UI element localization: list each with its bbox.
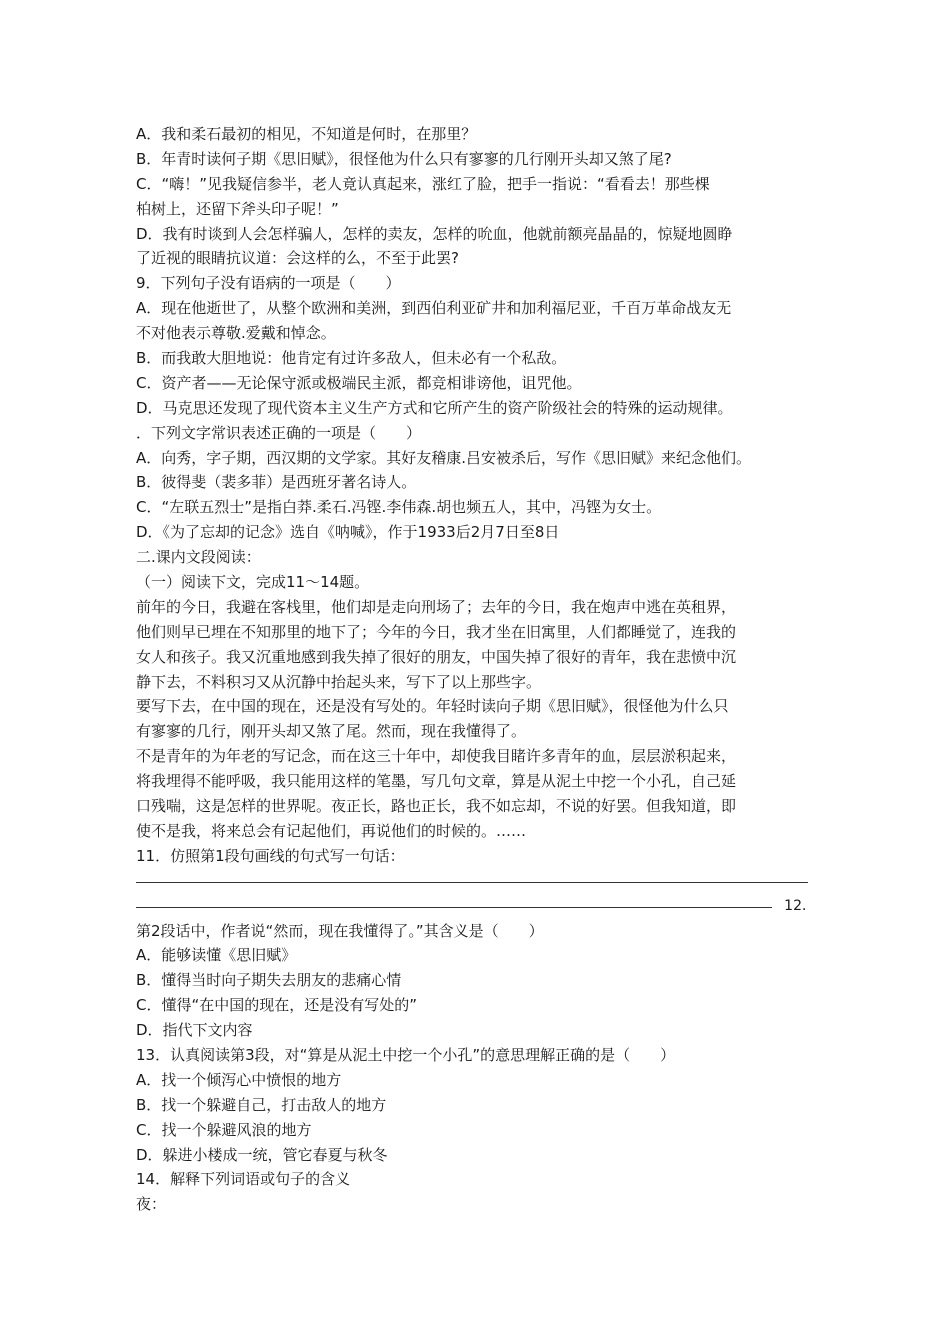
text-line: D．我有时谈到人会怎样骗人，怎样的卖友，怎样的吮血，他就前额亮晶晶的，惊疑地圆睁 [136, 224, 733, 243]
answer-rule [136, 907, 772, 908]
text-line: D．指代下文内容 [136, 1021, 253, 1040]
question-12-number: 12． [784, 897, 816, 914]
text-line: B．年青时读何子期《思旧赋》，很怪他为什么只有寥寥的几行刚开头却又煞了尾? [136, 149, 672, 168]
text-line: 夜： [136, 1195, 167, 1214]
passage-line: 前年的今日，我避在客栈里，他们却是走向刑场了；去年的今日，我在炮声中逃在英租界， [136, 597, 737, 616]
question-12: 第2段话中，作者说“然而，现在我懂得了。”其含义是（ ） [136, 921, 544, 940]
section-heading: 二.课内文段阅读： [136, 548, 261, 567]
passage-line: 将我埋得不能呼吸，我只能用这样的笔墨，写几句文章，算是从泥土中挖一个小孔，自己延 [136, 772, 737, 791]
reading-instruction: （一）阅读下文，完成11～14题。 [136, 573, 370, 592]
passage-line: 女人和孩子。我又沉重地感到我失掉了很好的朋友，中国失掉了很好的青年，我在悲愤中沉 [136, 647, 737, 666]
answer-line [136, 894, 816, 919]
text-line: B．而我敢大胆地说：他肯定有过许多敌人，但未必有一个私敌。 [136, 349, 567, 368]
text-line: A．现在他逝世了，从整个欧洲和美洲，到西伯利亚矿井和加利福尼亚，千百万革命战友无 [136, 299, 732, 318]
question-10: ．下列文字常识表述正确的一项是（ ） [136, 423, 422, 442]
passage-line: 他们则早已埋在不知那里的地下了；今年的今日，我才坐在旧寓里，人们都睡觉了，连我的 [136, 622, 737, 641]
text-line: 了近视的眼睛抗议道：会这样的么，不至于此罢? [136, 249, 459, 268]
text-line: D．躲进小楼成一统，管它春夏与秋冬 [136, 1145, 388, 1164]
text-line: B．懂得当时向子期失去朋友的悲痛心情 [136, 971, 402, 990]
text-line: B．彼得斐（裴多菲）是西班牙著名诗人。 [136, 473, 417, 492]
passage-line: 使不是我，将来总会有记起他们，再说他们的时候的。…… [136, 821, 527, 840]
text-line: D．《为了忘却的记念》选自《呐喊》，作于1933后2月7日至8日 [136, 523, 560, 542]
text-line: C．懂得“在中国的现在，还是没有写处的” [136, 996, 418, 1015]
text-line: C．资产者——无论保守派或极端民主派，都竞相诽谤他，诅咒他。 [136, 373, 582, 392]
answer-line [136, 869, 816, 894]
question-11: 11．仿照第1段句画线的句式写一句话： [136, 846, 405, 865]
document-body [136, 122, 816, 1217]
passage-line: 要写下去，在中国的现在，还是没有写处的。年轻时读向子期《思旧赋》，很怪他为什么只 [136, 697, 729, 716]
text-line: A．找一个倾泻心中愤恨的地方 [136, 1070, 342, 1089]
text-line: A．能够读懂《思旧赋》 [136, 946, 297, 965]
passage-line: 口残喘，这是怎样的世界呢。夜正长，路也正长，我不如忘却，不说的好罢。但我知道，即 [136, 797, 737, 816]
text-line: A．我和柔石最初的相见，不知道是何时，在那里？ [136, 125, 477, 143]
text-line: C．找一个躲避风浪的地方 [136, 1120, 312, 1139]
passage-line: 有寥寥的几行，刚开头却又煞了尾。然而，现在我懂得了。 [136, 722, 527, 741]
answer-rule [136, 882, 808, 883]
text-line: B．找一个躲避自己，打击敌人的地方 [136, 1095, 387, 1114]
text-line: C．“嗨！”见我疑信参半，老人竟认真起来，涨红了脸，把手一指说：“看看去！那些棵 [136, 174, 710, 193]
question-13: 13．认真阅读第3段，对“算是从泥土中挖一个小孔”的意思理解正确的是（ ） [136, 1045, 676, 1064]
text-line: 柏树上，还留下斧头印子呢！” [136, 199, 339, 218]
text-line: D．马克思还发现了现代资本主义生产方式和它所产生的资产阶级社会的特殊的运动规律。 [136, 398, 733, 417]
text-line: C．“左联五烈士”是指白莽.柔石.冯铿.李伟森.胡也频五人，其中，冯铿为女士。 [136, 498, 662, 517]
question-14: 14．解释下列词语或句子的含义 [136, 1170, 351, 1189]
text-line: 不对他表示尊敬.爱戴和悼念。 [136, 324, 336, 343]
question-9: 9．下列句子没有语病的一项是（ ） [136, 274, 401, 293]
text-line: A．向秀，字子期，西汉期的文学家。其好友稽康.吕安被杀后，写作《思旧赋》来纪念他们。 [136, 448, 752, 467]
passage-line: 不是青年的为年老的写记念，而在这三十年中，却使我目睹许多青年的血，层层淤积起来， [136, 747, 737, 766]
passage-line: 静下去，不料积习又从沉静中抬起头来，写下了以上那些字。 [136, 672, 542, 691]
